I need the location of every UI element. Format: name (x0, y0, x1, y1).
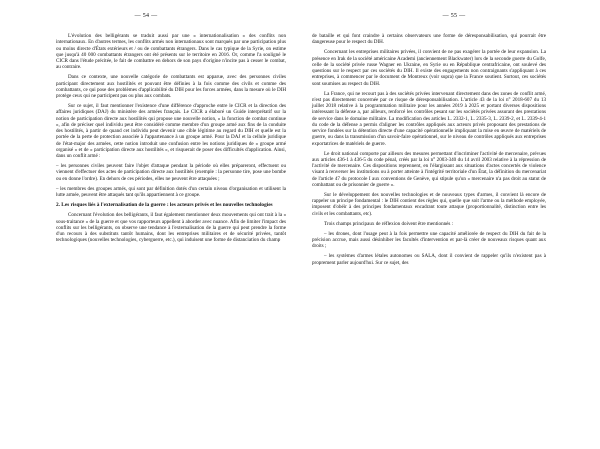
page-number: — 55 — (442, 13, 466, 19)
paragraph: Sur le développement des nouvelles technologies et de nouveaux types d'armes, il convient là encore de rappeler un principe fondamental : le DIH contient des règles qui, quelle que soit l'arme ou la méthode employée, imposent d'obéir à des principes fondamentaux encadrant toute attaque (proportionnalité, distinction entre les civils et les combattants, etc). (312, 191, 546, 217)
page-body (0, 33, 292, 244)
left-page (0, 0, 292, 449)
list-item: – les personnes civiles peuvent faire l'objet d'attaque pendant la période où elles prépareront, effectuent ou viennent d'effectuer des actes de participation directe aux hostilités (exemple : la personne tire, pose une bombe ou en donne l'ordre). En dehors de ces périodes, elles ne peuvent être attaquées ; (56, 163, 286, 182)
right-page (308, 0, 600, 449)
paragraph: Sur ce sujet, il faut mentionner l'existence d'une différence d'approche entre le CICR et la direction des affaires juridiques (DAJ) du ministère des armées français. Le CICR a élaboré un Guide interprétatif sur la notion de participation directe aux hostilités qui propose une nouvelle notion, « la fonction de combat continue », afin de préciser quel individu peut être considéré comme membre d'un groupe armé aux fins de la conduite des hostilités, à partir de quand cet individu peut devenir une cible légitime au regard du DIH et quelle est la portée de la perte de protection associée à l'appartenance à un groupe armé. Pour la DAJ et la cellule juridique de l'état-major des armées, cette notion introduit une confusion entre les notions juridiques de « groupe armé organisé » et de « participation directe aux hostilités », et risquerait de poser des difficultés d'application. Ainsi, dans un conflit armé : (56, 103, 286, 160)
paragraph: Dans ce contexte, une nouvelle catégorie de combattants est apparue, avec des personnes civiles participant directement aux hostilités et pouvant être définies à la fois comme des civils et comme des combattants, ce qui pose des problèmes d'applicabilité du DIH pour les forces armées, dans la mesure où le DIH protège ceux qui ne participent pas ou plus aux combats. (56, 74, 286, 100)
list-item: – les drones, dont l'usage peut à la fois permettre une capacité améliorée de respect du DIH du fait de la précision accrue, mais aussi désinhiber les facultés d'intervention et par-là créer de nouveaux risques quant aux droits ; (312, 230, 546, 250)
paragraph: L'évolution des belligérants se traduit aussi par une « internationalisation » des conflits non internationaux. En d'autres termes, les conflits armés non internationaux sont marqués par une participation plus ou moins directe d'États extérieurs et / ou de combattants étrangers. Dans le cas typique de la Syrie, on estime que jusqu'à 40 000 combattants étrangers ont été présents sur le territoire en 2016. Or, comme l'a souligné le CICR dans l'étude précitée, le fait de combattre en dehors de son pays d'origine n'incite pas à cesser le combat, au contraire. (56, 33, 286, 71)
paragraph: La France, qui ne recourt pas à des sociétés privées intervenant directement dans des zones de conflit armé, n'est pas directement concernée par ce risque de déresponsabilisation. L'article 43 de la loi n° 2018-607 du 13 juillet 2018 relative à la programmation militaire pour les années 2019 à 2025 et portant diverses dispositions intéressant la défense a, par ailleurs, renforcé les contrôles pesant sur les sociétés privées assurant des prestations de service dans le domaine militaire. La modification des articles L. 2332-1, L. 2335-3, L. 2339-2, et L. 2339-4-1 du code de la défense a permis d'aligner les contrôles appliqués aux acteurs privés proposant des prestations de service fondées sur la détention directe d'une capacité opérationnelle impliquant la mise en œuvre de matériels de guerre, ou dans la transmission d'un savoir-faire opérationnel, sur le niveau de contrôles appliqués aux entreprises exportatrices de matériels de guerre. (312, 90, 546, 147)
list-item: – les systèmes d'armes létales autonomes ou SALA, dont il convient de rappeler qu'ils n'existent pas à proprement parler aujourd'hui. Sur ce sujet, des (312, 253, 546, 266)
page-body (308, 33, 600, 266)
list-item: – les membres des groupes armés, qui sont par définition dotés d'un certain niveau d'organisation et utilisent la lutte armée, peuvent être attaqués tant qu'ils appartiennent à ce groupe. (56, 185, 286, 198)
page-number: — 54 — (134, 13, 158, 19)
section-heading: 2. Les risques liés à l'externalisation de la guerre : les acteurs privés et les nouvelles technologies (56, 202, 273, 209)
paragraph: Concernant les entreprises militaires privées, il convient de ne pas exagérer la portée de leur expansion. La présence en Irak de la société américaine Academi (anciennement Blackwater) lors de la seconde guerre du Golfe, celle de la société privée russe Wagner en Ukraine, en Syrie ou en République centrafricaine, ont soulevé des questions sur le respect par ces sociétés du DIH. Il existe des engagements non contraignants s'appliquant à ces entreprises, à commencer par le document de Montreux (voir supra) que la France soutient. Surtout, ces sociétés sont soumises au respect du DIH. (312, 49, 546, 87)
paragraph: Le droit national comporte par ailleurs des mesures permettant d'incriminer l'activité de mercenaire, prévues aux articles 436-1 à 436-5 du code pénal, créés par la loi n° 2003-340 du 14 avril 2003 relative à la répression de l'activité de mercenaire. Ces dispositions reprennent, en l'élargissant aux situations d'actes concertés de violence visant à renverser les institutions ou à porter atteinte à l'intégrité territoriale d'un État, la définition du mercenariat de l'article 47 du protocole I aux conventions de Genève, qui stipule qu'un « mercenaire n'a pas droit au statut de combattant ou de prisonnier de guerre ». (312, 150, 546, 188)
paragraph: Trois champs principaux de réflexion doivent être mentionnés : (324, 220, 454, 227)
paragraph: de bataille et qui font craindre à certains observateurs une forme de déresponsabilisation, qui pourrait être dangereuse pour le respect du DIH. (312, 33, 546, 46)
paragraph: Concernant l'évolution des belligérants, il faut également mentionner deux mouvements qui ont trait à la « sous-traitance » de la guerre et que vos rapporteurs appellent à aborder avec nuance. Afin de limiter l'impact des conflits sur les belligérants, on observe une tendance à l'externalisation de la guerre qui peut prendre la forme d'un recours à des substituts tantôt humains, dont les entreprises militaires et de sécurité privées, tantôt technologiques (nouvelles technologies, cyberguerre, etc.), qui induisent une forme de distanciation du champ (56, 212, 286, 244)
